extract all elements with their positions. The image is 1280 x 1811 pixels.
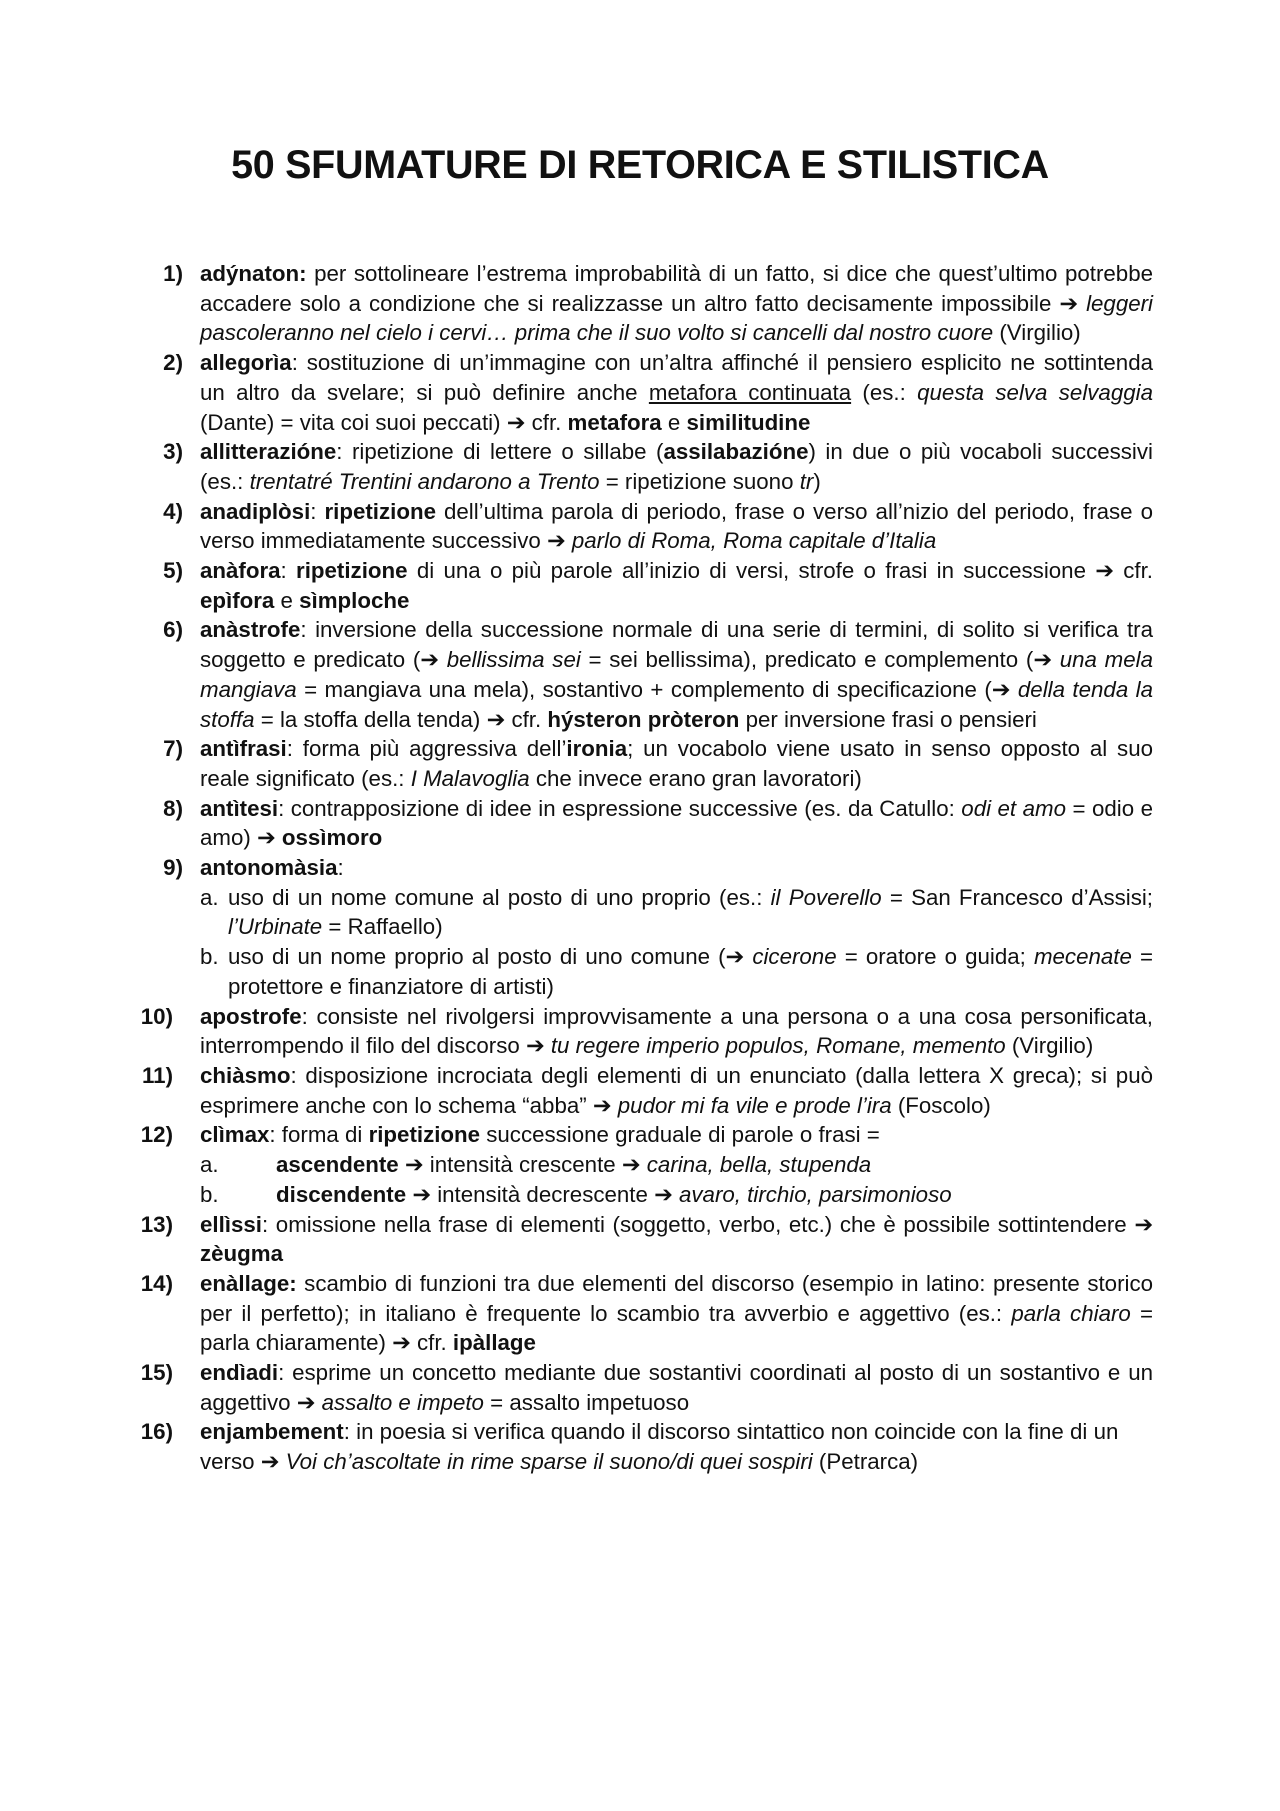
item-number: 8) [163, 795, 183, 821]
example: Voi ch’ascoltate in rime sparse il suono/di quei sospiri [285, 1449, 813, 1475]
item-body: anàfora: ripetizione di una o più parole all’inizio di versi, strofe o frasi in successione ➔ cfr. epìfora e sìmploche [200, 558, 1153, 613]
figures-list [0, 259, 1280, 1477]
item-number: 10) [140, 1003, 173, 1029]
cross-ref: ossìmoro [281, 825, 383, 851]
sub-list [200, 883, 1153, 1002]
list-item [0, 497, 1153, 556]
underlined-term: metafora continuata [648, 379, 852, 405]
example: mecenate [1033, 944, 1132, 970]
cross-ref: ipàllage [452, 1330, 536, 1356]
cross-ref: zèugma [200, 1241, 284, 1267]
item-body: anàstrofe: inversione della successione normale di una serie di termini, di solito si verifica tra soggetto e predicato (➔ bellissima sei = sei bellissima), predicato e complemento (➔ una mela mangiava = mangiava una mela), sostantivo + complemento di specificazione (➔ della tenda la stoffa = la stoffa della tenda) ➔ cfr. hýsteron pròteron per inversione frasi o pensieri [200, 617, 1153, 732]
item-body: ellìssi: omissione nella frase di elementi (soggetto, verbo, etc.) che è possibile sottintendere ➔ zèugma [200, 1211, 1153, 1267]
list-item [0, 1120, 1153, 1209]
item-body: enjambement: in poesia si verifica quando il discorso sintattico non coincide con la fine di un verso ➔ Voi ch’ascoltate in rime sparse il suono/di quei sospiri (Petrarca) [200, 1419, 1119, 1475]
example: bellissima sei [446, 647, 581, 673]
sub-term: discendente [276, 1181, 407, 1207]
arrow-icon: ➔ [260, 1449, 280, 1475]
example: avaro, tirchio, parsimonioso [679, 1181, 952, 1207]
example: il Poverello [770, 884, 882, 910]
example: I Malavoglia [410, 765, 530, 791]
item-body: antìfrasi: forma più aggressiva dell’ironia; un vocabolo viene usato in senso opposto al suo reale significato (es.: I Malavoglia che invece erano gran lavoratori) [200, 736, 1153, 791]
item-number: 2) [163, 350, 183, 376]
item-number: 3) [163, 439, 183, 465]
list-item [0, 437, 1153, 496]
term: anàstrofe [200, 617, 301, 643]
list-item [0, 853, 1153, 1002]
arrow-icon: ➔ [654, 1181, 673, 1207]
item-number: 11) [142, 1062, 173, 1088]
arrow-icon: ➔ [506, 409, 526, 435]
item-body: anadiplòsi: ripetizione dell’ultima parola di periodo, frase o verso all’nizio del periodo, frase o verso immediatamente successivo ➔ parlo di Roma, Roma capitale d’Italia [200, 498, 1153, 554]
item-number: 7) [163, 736, 183, 762]
list-item [0, 1002, 1153, 1061]
example: parlo di Roma, Roma capitale d’Italia [571, 528, 937, 554]
item-body: enàllage: scambio di funzioni tra due elementi del discorso (esempio in latino: presente storico per il perfetto); in italiano è frequente lo scambio tra avverbio e aggettivo (es.: parla chiaro = parla chiaramente) ➔ cfr. ipàllage [200, 1270, 1153, 1356]
term: allitterazióne [200, 439, 337, 465]
term: apostrofe [200, 1003, 302, 1029]
arrow-icon: ➔ [412, 1181, 431, 1207]
example: odi et amo [961, 795, 1066, 821]
arrow-icon: ➔ [546, 528, 566, 554]
page-title: 50 SFUMATURE DI RETORICA E STILISTICA [231, 143, 1049, 187]
cross-ref: metafora [567, 409, 662, 435]
list-item [0, 1061, 1153, 1120]
sub-label: b. [200, 1181, 219, 1207]
cross-ref: sìmploche [299, 587, 410, 613]
item-number: 1) [163, 261, 183, 286]
cross-ref: epìfora [200, 587, 275, 613]
example: parla chiaro [1011, 1300, 1131, 1326]
list-item [0, 734, 1153, 793]
example: pudor mi fa vile e prode l’ira [617, 1092, 892, 1118]
example: della tenda la stoffa [200, 676, 1153, 732]
sub-term: ascendente [276, 1152, 399, 1178]
term: ellìssi [200, 1211, 262, 1237]
term: endìadi [200, 1360, 279, 1386]
item-number: 14) [140, 1270, 173, 1296]
sub-list [200, 1150, 1153, 1209]
related-term: ripetizione [296, 558, 408, 584]
arrow-icon: ➔ [725, 944, 745, 970]
sub-item: b. discendente ➔ intensità decrescente ➔ avaro, tirchio, parsimonioso [200, 1180, 1153, 1210]
term: chiàsmo [200, 1062, 291, 1088]
arrow-icon: ➔ [1134, 1211, 1153, 1237]
example: tr [799, 468, 814, 494]
example: questa selva selvaggia [917, 379, 1153, 405]
list-item [0, 556, 1153, 615]
item-number: 4) [163, 498, 183, 524]
term: anadiplòsi [200, 498, 311, 524]
arrow-icon: ➔ [296, 1389, 316, 1415]
item-number: 5) [163, 558, 183, 584]
example: carina, bella, stupenda [646, 1152, 872, 1178]
item-number: 13) [140, 1211, 173, 1237]
term: enjambement [200, 1419, 344, 1445]
arrow-icon: ➔ [404, 1152, 424, 1178]
cross-ref: similitudine [686, 409, 811, 435]
related-term: ripetizione [324, 498, 436, 524]
term: antonomàsia [200, 855, 338, 881]
term: enàllage: [200, 1270, 297, 1296]
item-body: chiàsmo: disposizione incrociata degli elementi di un enunciato (dalla lettera X greca); si può esprimere anche con lo schema “abba” ➔ pudor mi fa vile e prode l’ira (Foscolo) [200, 1062, 1153, 1118]
related-term: ironia [566, 736, 628, 762]
cross-ref: hýsteron pròteron [547, 706, 740, 732]
list-item [0, 348, 1153, 437]
item-body: adýnaton: per sottolineare l’estrema improbabilità di un fatto, si dice che quest’ultimo potrebbe accadere solo a condizione che si realizzasse un altro fatto decisamente impossibile ➔ leggeri pascoleranno nel cielo i cervi… prima che il suo volto si cancelli dal nostro cuore (Virgilio) [200, 261, 1153, 346]
arrow-icon: ➔ [486, 706, 506, 732]
example: leggeri pascoleranno nel cielo i cervi… prima che il suo volto si cancelli dal nostro cuore [200, 290, 1153, 346]
sub-item: a. uso di un nome comune al posto di uno proprio (es.: il Poverello = San Francesco d’Assisi; l’Urbinate = Raffaello) [200, 884, 1153, 940]
arrow-icon: ➔ [257, 825, 276, 851]
term: clìmax [200, 1122, 270, 1148]
arrow-icon: ➔ [525, 1033, 545, 1059]
list-item [0, 1358, 1153, 1417]
related-term: assilabazióne [663, 439, 809, 465]
sub-item: b. uso di un nome proprio al posto di uno comune (➔ cicerone = oratore o guida; mecenate = protettore e finanziatore di artisti) [200, 944, 1153, 999]
item-body: allitterazióne: ripetizione di lettere o sillabe (assilabazióne) in due o più vocaboli successivi (es.: trentatré Trentini andarono a Trento = ripetizione suono tr) [200, 439, 1153, 494]
item-number: 9) [163, 855, 183, 881]
item-number: 15) [140, 1360, 173, 1386]
list-item [0, 259, 1153, 348]
arrow-icon: ➔ [1059, 290, 1079, 316]
term: anàfora [200, 558, 281, 584]
item-body: clìmax: forma di ripetizione successione graduale di parole o frasi = [200, 1122, 880, 1148]
sub-item: a. ascendente ➔ intensità crescente ➔ carina, bella, stupenda [200, 1150, 1153, 1180]
item-body: endìadi: esprime un concetto mediante due sostantivi coordinati al posto di un sostantivo e un aggettivo ➔ assalto e impeto = assalto impetuoso [200, 1360, 1153, 1415]
related-term: ripetizione [368, 1122, 481, 1148]
term: antìtesi [200, 795, 279, 821]
example: cicerone [752, 944, 837, 970]
arrow-icon: ➔ [621, 1152, 641, 1178]
example: una mela mangiava [200, 647, 1153, 702]
arrow-icon: ➔ [1095, 558, 1114, 584]
term: adýnaton: [200, 261, 307, 286]
arrow-icon: ➔ [1033, 647, 1052, 673]
arrow-icon: ➔ [991, 676, 1011, 702]
item-body: apostrofe: consiste nel rivolgersi improvvisamente a una persona o a una cosa personificata, interrompendo il filo del discorso ➔ tu regere imperio populos, Romane, memento (Virgilio) [200, 1003, 1153, 1059]
item-body: antìtesi: contrapposizione di idee in espressione successive (es. da Catullo: odi et amo = odio e amo) ➔ ossìmoro [200, 795, 1153, 851]
item-body: allegorìa: sostituzione di un’immagine con un’altra affinché il pensiero esplicito ne sottintenda un altro da svelare; si può definire anche metafora continuata (es.: questa selva selvaggia (Dante) = vita coi suoi peccati) ➔ cfr. metafora e similitudine [200, 350, 1153, 435]
arrow-icon: ➔ [420, 647, 439, 673]
sub-label: a. [200, 884, 219, 910]
arrow-icon: ➔ [392, 1330, 411, 1356]
list-item [0, 615, 1153, 734]
item-number: 16) [140, 1419, 173, 1445]
term: antìfrasi [200, 736, 287, 762]
item-body: antonomàsia: [200, 855, 344, 881]
item-number: 12) [140, 1122, 173, 1148]
sub-label: b. [200, 944, 219, 970]
term: allegorìa [200, 350, 292, 376]
list-item [0, 794, 1153, 853]
list-item [0, 1417, 1153, 1476]
item-number: 6) [163, 617, 183, 643]
arrow-icon: ➔ [592, 1092, 612, 1118]
example: tu regere imperio populos, Romane, memento [550, 1033, 1006, 1059]
sub-label: a. [200, 1152, 219, 1178]
example: trentatré Trentini andarono a Trento [249, 468, 600, 494]
example: l’Urbinate [228, 914, 323, 940]
list-item [0, 1269, 1153, 1358]
list-item [0, 1210, 1153, 1269]
example: assalto e impeto [321, 1389, 484, 1415]
